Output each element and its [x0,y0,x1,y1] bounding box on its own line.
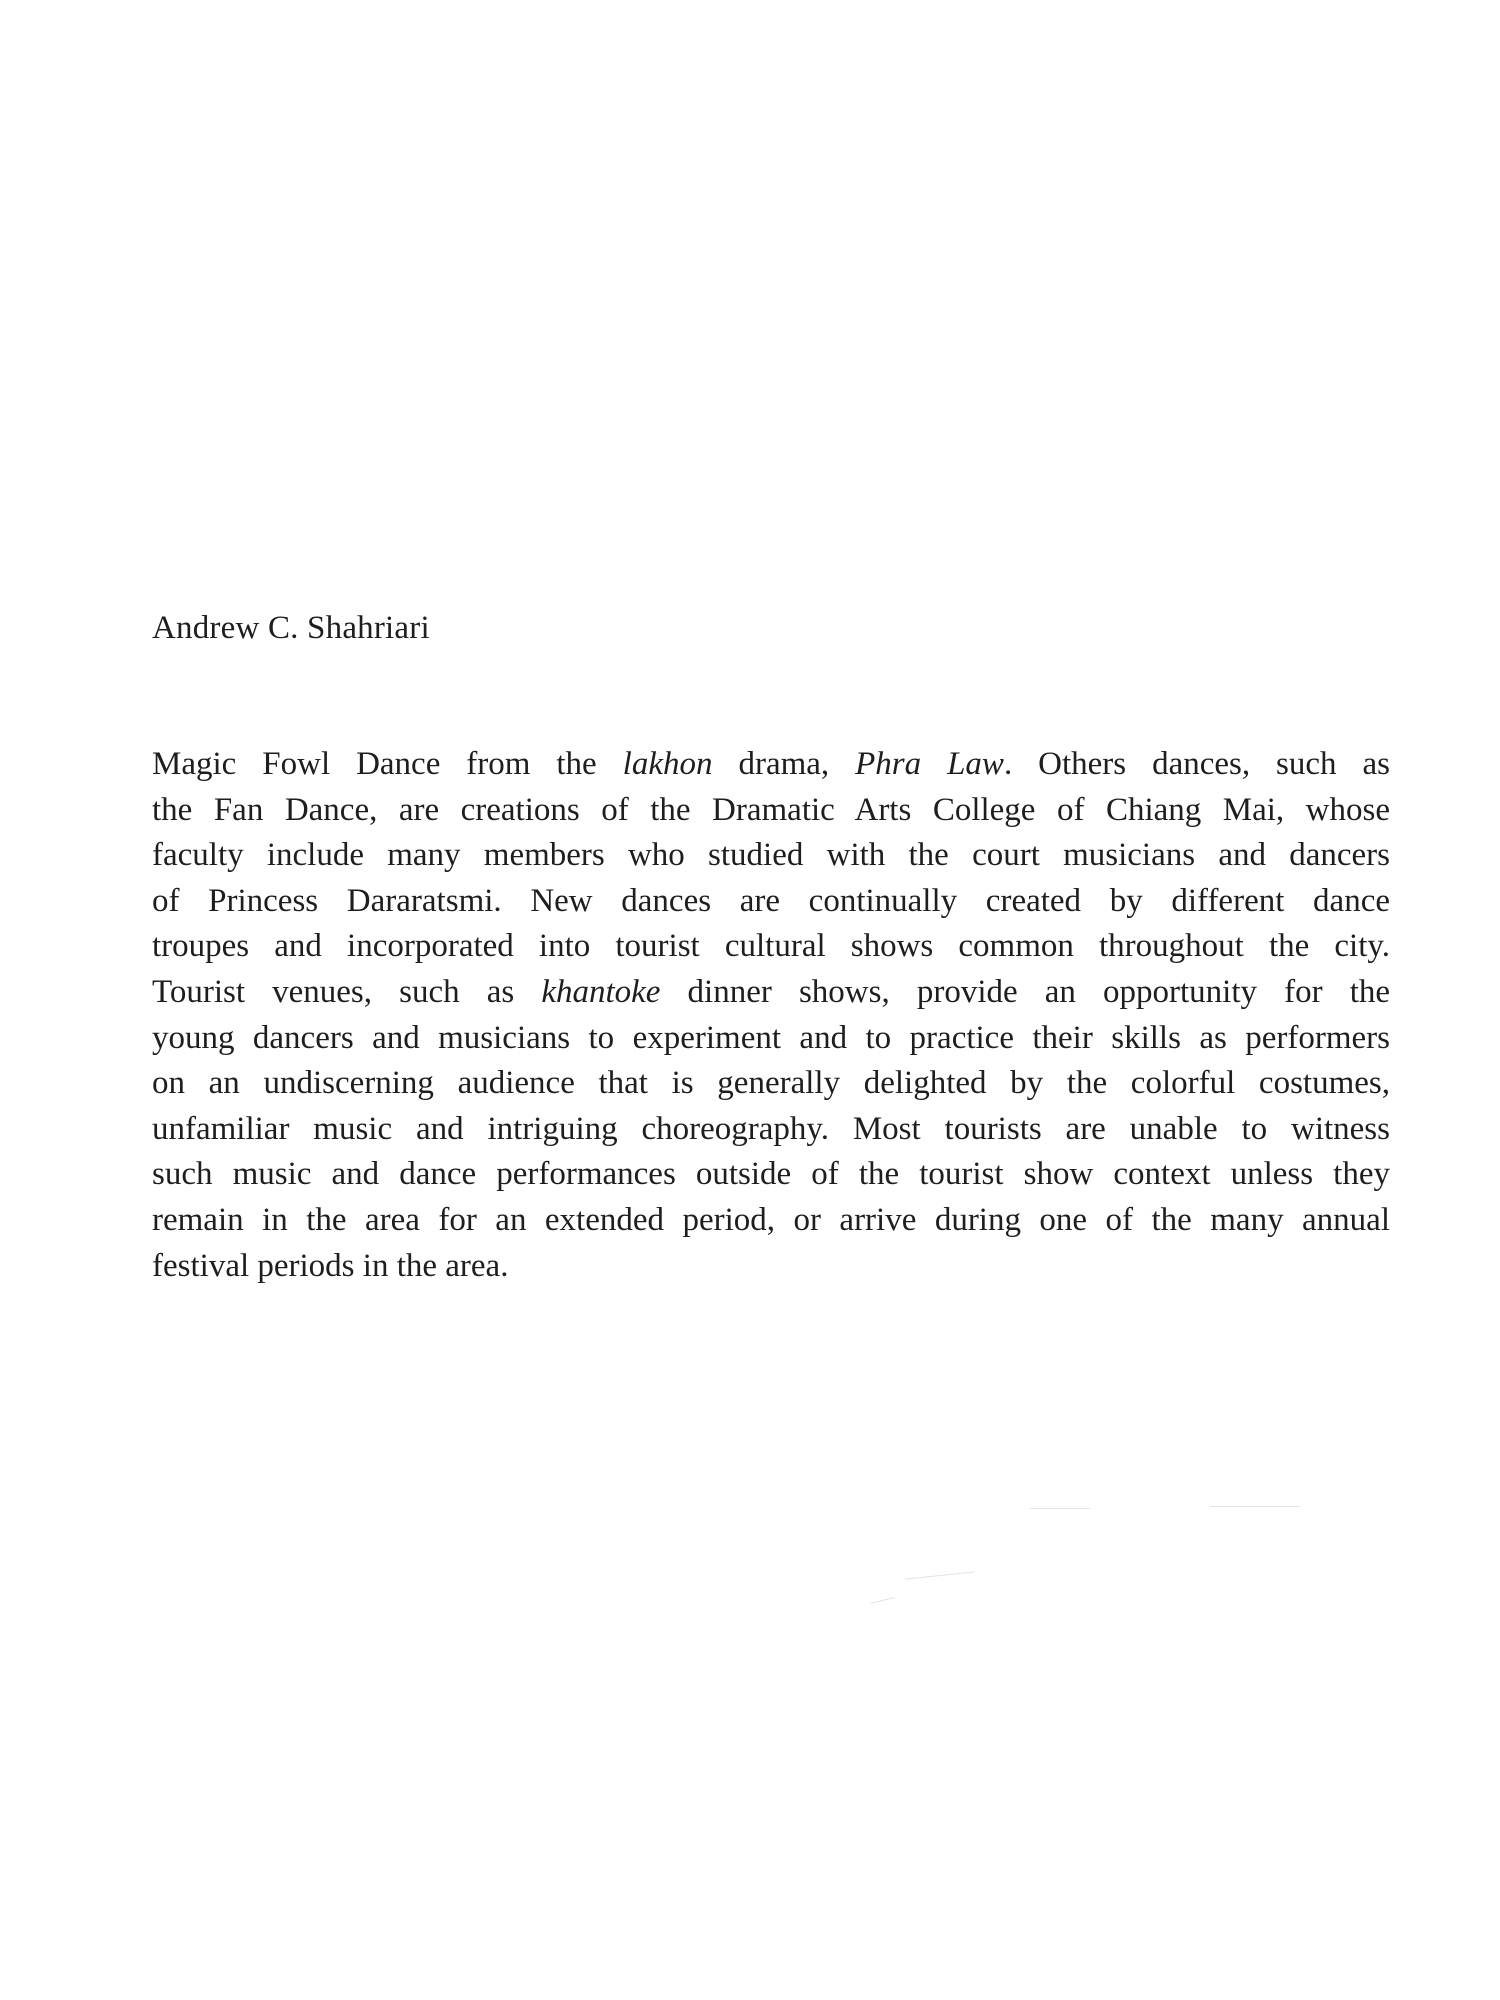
scan-speck [1210,1506,1300,1507]
italic-term: lakhon [622,746,713,782]
text-run: such music and dance performances outside of the tourist show context unless they [152,1156,1390,1193]
text-run: faculty include many members who studied with the court musicians and dancers [152,837,1390,874]
text-line [152,1244,1390,1290]
text-line [152,1016,1390,1062]
running-head-author: Andrew C. Shahriari [152,610,430,646]
text-line [152,879,1390,925]
text-run: of Princess Dararatsmi. New dances are continually created by different dance [152,882,1390,919]
text-line [152,833,1390,879]
text-run: the Fan Dance, are creations of the Dramatic Arts College of Chiang Mai, whose [152,791,1390,828]
text-run: unfamiliar music and intriguing choreography. Most tourists are unable to witness [152,1110,1390,1147]
text-run: remain in the area for an extended period, or arrive during one of the many annual [152,1201,1390,1238]
text-run: young dancers and musicians to experiment and to practice their skills as performers [152,1019,1390,1056]
text-line [152,742,1390,788]
body-paragraph [152,742,1390,1289]
text-line [152,1198,1390,1244]
text-line [152,1152,1390,1198]
text-run: festival periods in the area. [152,1247,509,1284]
scan-speck [870,1597,894,1604]
text-line [152,924,1390,970]
text-line [152,1107,1390,1153]
scan-speck [905,1571,975,1579]
text-line [152,1061,1390,1107]
italic-term: Phra Law [855,746,1004,782]
italic-term: khantoke [541,973,661,1010]
text-run: Tourist venues, such as [152,973,542,1010]
text-run: Magic Fowl Dance from the [152,746,623,782]
text-line [152,788,1390,834]
text-run: drama, [712,746,856,782]
text-run: on an undiscerning audience that is generally delighted by the colorful costumes, [152,1065,1390,1102]
text-run: troupes and incorporated into tourist cultural shows common throughout the city. [152,928,1390,965]
text-line [152,970,1390,1016]
text-run: . Others dances, such as [1003,746,1390,782]
text-run: dinner shows, provide an opportunity for the [660,973,1391,1010]
scan-speck [1030,1508,1090,1509]
